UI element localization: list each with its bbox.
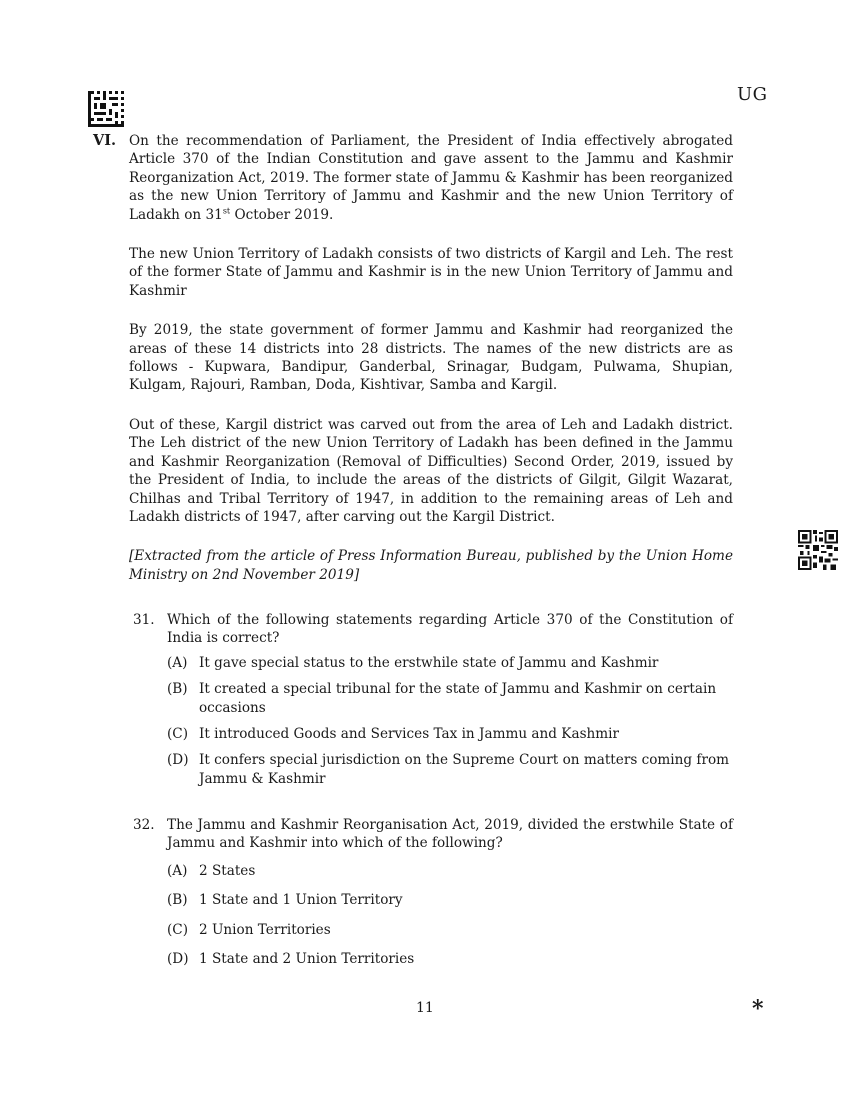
paper-code: UG — [737, 84, 768, 105]
option-label: (B) — [167, 681, 188, 698]
option-list — [167, 654, 733, 788]
question-number: 31. — [133, 612, 155, 628]
section-number: VI. — [93, 132, 117, 149]
page-number: 11 — [416, 1000, 434, 1016]
question-number: 32. — [133, 817, 155, 833]
asterisk-mark: * — [752, 996, 764, 1022]
option-a[interactable] — [167, 862, 733, 880]
passage-text: October 2019. — [230, 206, 334, 223]
option-b[interactable] — [167, 680, 733, 717]
passage-source: [Extracted from the article of Press Information Bureau, published by the Union Home Ministry on 2nd November 2019] — [129, 548, 733, 583]
option-label: (A) — [167, 654, 188, 671]
datamatrix-code-icon — [88, 91, 124, 127]
passage-paragraph-2: The new Union Territory of Ladakh consists of two districts of Kargil and Leh. The rest of the former State of Jammu and Kashmir is in the new Union Territory of Jammu and Kashmir — [129, 246, 733, 299]
superscript: st — [222, 206, 231, 216]
option-list — [167, 862, 733, 969]
option-d[interactable] — [167, 751, 733, 788]
option-c[interactable] — [167, 921, 733, 939]
passage-text: On the recommendation of Parliament, the President of India effectively abrogated Article 370 of the Indian Constitution and gave assent to the Jammu and Kashmir Reorganization Act, 2019. The former state of Jammu & Kashmir has been reorganized as the new Union Territory of Jammu and Kashmir and the new Union Territory of Ladakh on 31 — [129, 133, 733, 223]
option-text: It gave special status to the erstwhile state of Jammu and Kashmir — [199, 654, 659, 671]
passage-paragraph-3: By 2019, the state government of former Jammu and Kashmir had reorganized the areas of these 14 districts into 28 districts. The names of the new districts are as follows - Kupwara, Bandipur, Ganderbal, Srinagar, Budgam, Pulwama, Shupian, Kulgam, Rajouri, Ramban, Doda, Kishtivar, Samba and Kargil. — [129, 322, 733, 394]
option-label: (C) — [167, 726, 189, 743]
option-label: (A) — [167, 862, 188, 879]
option-text: 2 Union Territories — [199, 921, 331, 938]
option-text: It created a special tribunal for the state of Jammu and Kashmir on certain occasions — [199, 681, 717, 716]
option-text: 1 State and 1 Union Territory — [199, 892, 403, 909]
question-32 — [133, 816, 733, 979]
option-d[interactable] — [167, 950, 733, 968]
option-text: 1 State and 2 Union Territories — [199, 951, 415, 968]
passage-paragraph-1 — [129, 132, 733, 224]
option-label: (C) — [167, 921, 189, 938]
option-a[interactable] — [167, 654, 733, 672]
passage-paragraph-4: Out of these, Kargil district was carved out from the area of Leh and Ladakh district. The Leh district of the new Union Territory of Ladakh has been defined in the Jammu and Kashmir Reorganization (Removal of Difficulties) Second Order, 2019, issued by the President of India, to include the areas of the districts of Gilgit, Gilgit Wazarat, Chilhas and Tribal Territory of 1947, in addition to the remaining areas of Leh and Ladakh districts of 1947, after carving out the Kargil District. — [129, 416, 733, 525]
option-text: It introduced Goods and Services Tax in Jammu and Kashmir — [199, 726, 620, 743]
option-label: (B) — [167, 892, 188, 909]
option-b[interactable] — [167, 891, 733, 909]
question-text: The Jammu and Kashmir Reorganisation Act, 2019, divided the erstwhile State of Jammu and Kashmir into which of the following? — [167, 817, 733, 852]
qr-code-icon — [798, 530, 838, 570]
option-label: (D) — [167, 752, 189, 769]
question-31 — [133, 611, 733, 796]
option-text: It confers special jurisdiction on the Supreme Court on matters coming from Jammu & Kashmir — [199, 752, 730, 787]
passage — [129, 132, 733, 605]
option-text: 2 States — [199, 862, 256, 879]
question-text: Which of the following statements regarding Article 370 of the Constitution of India is correct? — [167, 612, 733, 647]
option-c[interactable] — [167, 725, 733, 743]
option-label: (D) — [167, 951, 189, 968]
